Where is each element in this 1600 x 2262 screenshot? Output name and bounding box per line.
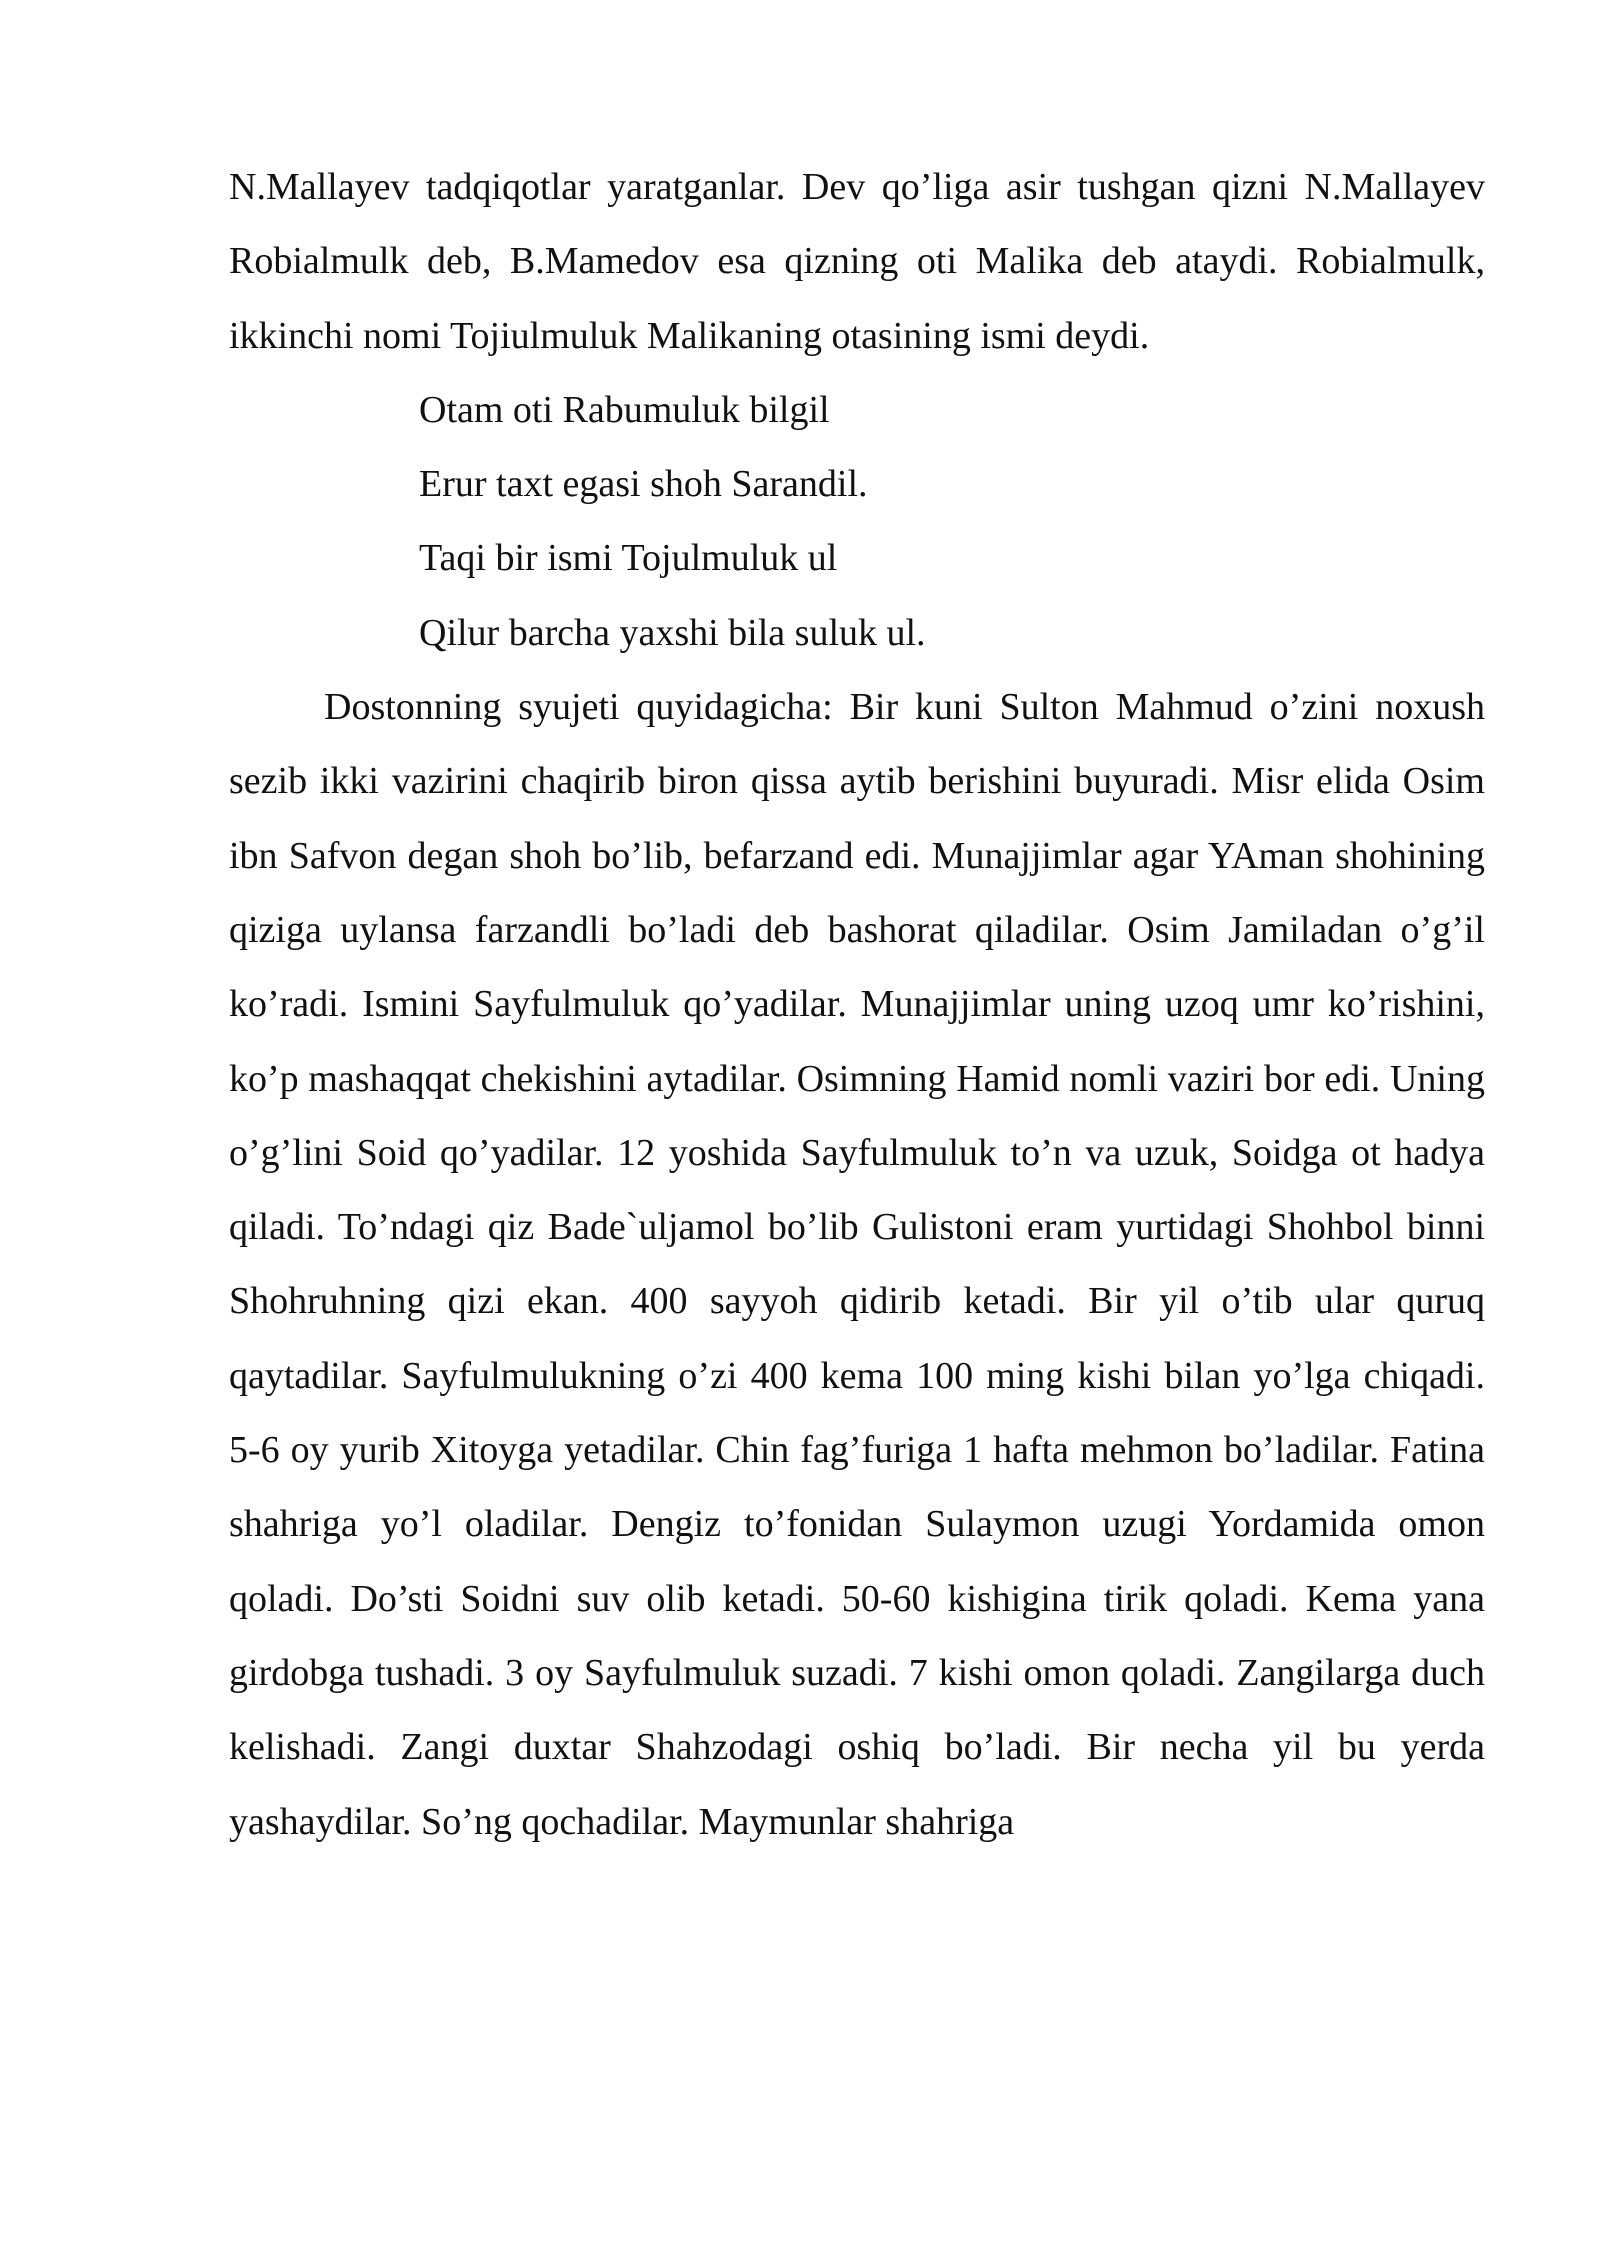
document-body — [229, 150, 1485, 1859]
verse-line-3: Taqi bir ismi Tojulmuluk ul — [419, 537, 838, 580]
verse-line-1: Otam oti Rabumuluk bilgil — [419, 388, 830, 431]
verse-quote — [229, 373, 1485, 670]
verse-line-2: Erur taxt egasi shoh Sarandil. — [419, 463, 868, 506]
paragraph-plot-summary: Dostonning syujeti quyidagicha: Bir kuni Sulton Mahmud o’zini noxush sezib ikki vazirini chaqirib biron qissa aytib berishini buyuradi. Misr elida Osim ibn Safvon degan shoh bo’lib, befarzand edi. Munajjimlar agar YAman shohining qiziga uylansa farzandli bo’ladi deb bashorat qiladilar. Osim Jamiladan o’g’il ko’radi. Ismini Sayfulmuluk qo’yadilar. Munajjimlar uning uzoq umr ko’rishini, ko’p mashaqqat chekishini aytadilar. Osimning Hamid nomli vaziri bor edi. Uning o’g’lini Soid qo’yadilar. 12 yoshida Sayfulmuluk to’n va uzuk, Soidga ot hadya qiladi. To’ndagi qiz Bade`uljamol bo’lib Gulistoni eram yurtidagi Shohbol binni Shohruhning qizi ekan. 400 sayyoh qidirib ketadi. Bir yil o’tib ular quruq qaytadilar. Sayfulmulukning o’zi 400 kema 100 ming kishi bilan yo’lga chiqadi. 5-6 oy yurib Xitoyga yetadilar. Chin fag’furiga 1 hafta mehmon bo’ladilar. Fatina shahriga yo’l oladilar. Dengiz to’fonidan Sulaymon uzugi Yordamida omon qoladi. Do’sti Soidni suv olib ketadi. 50-60 kishigina tirik qoladi. Kema yana girdobga tushadi. 3 oy Sayfulmuluk suzadi. 7 kishi omon qoladi. Zangilarga duch kelishadi. Zangi duxtar Shahzodagi oshiq bo’ladi. Bir necha yil bu yerda yashaydilar. So’ng qochadilar. Maymunlar shahriga — [229, 686, 1485, 1843]
verse-line-4: Qilur barcha yaxshi bila suluk ul. — [419, 611, 926, 654]
paragraph-intro: N.Mallayev tadqiqotlar yaratganlar. Dev qo’liga asir tushgan qizni N.Mallayev Robialmulk deb, B.Mamedov esa qizning oti Malika deb ataydi. Robialmulk, ikkinchi nomi Tojiulmuluk Malikaning otasining ismi deydi. — [229, 166, 1485, 357]
